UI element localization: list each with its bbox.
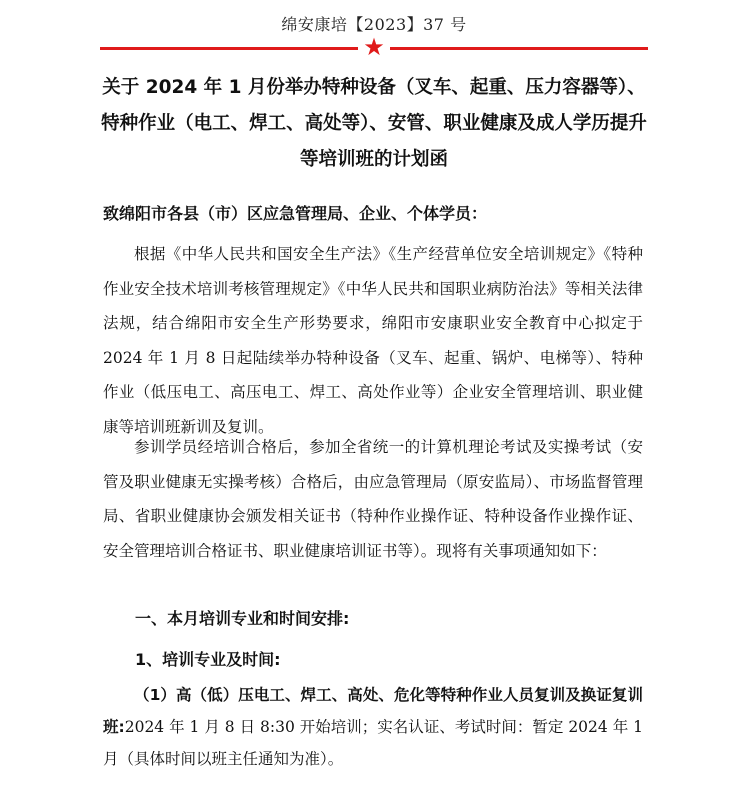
red-header-divider [100, 33, 648, 61]
training-item-1 [103, 679, 643, 775]
section-heading: 一、本月培训专业和时间安排: [135, 609, 350, 628]
divider-line-left [100, 47, 358, 50]
document-number: 绵安康培【2023】37 号 [281, 15, 467, 34]
document-title: 关于 2024 年 1 月份举办特种设备（叉车、起重、压力容器等）、特种作业（电工、焊工、高处等）、安管、职业健康及成人学历提升等培训班的计划函 [101, 77, 647, 170]
divider-line-right [390, 47, 648, 50]
training-item-1-lead: （1）高（低）压电工、焊工、高处、危化等特种作业人员复训及换证复训班: [103, 686, 643, 736]
star-icon: ★ [363, 33, 385, 61]
body-paragraph-1: 根据《中华人民共和国安全生产法》《生产经营单位安全培训规定》《特种作业安全技术培训考核管理规定》《中华人民共和国职业病防治法》等相关法律法规，结合绵阳市安全生产形势要求，绵阳市安康职业安全教育中心拟定于 2024 年 1 月 8 日起陆续举办特种设备（叉车、起重、锅炉、电梯等）、特种作业（低压电工、高压电工、焊工、高处作业等）企业安全管理培训、职业健康等培训班新训及复训。 [103, 245, 643, 436]
body-paragraph-2: 参训学员经培训合格后，参加全省统一的计算机理论考试及实操考试（安管及职业健康无实操考核）合格后，由应急管理局（原安监局）、市场监督管理局、省职业健康协会颁发相关证书（特种作业操作证、特种设备作业操作证、安全管理培训合格证书、职业健康培训证书等）。现将有关事项通知如下： [103, 438, 643, 560]
addressee-line: 致绵阳市各县（市）区应急管理局、企业、个体学员： [103, 204, 488, 223]
training-item-1-body: 2024 年 1 月 8 日 8:30 开始培训；实名认证、考试时间：暂定 2024 年 1 月（具体时间以班主任通知为准）。 [103, 718, 644, 768]
subsection-heading: 1、培训专业及时间: [135, 650, 281, 669]
